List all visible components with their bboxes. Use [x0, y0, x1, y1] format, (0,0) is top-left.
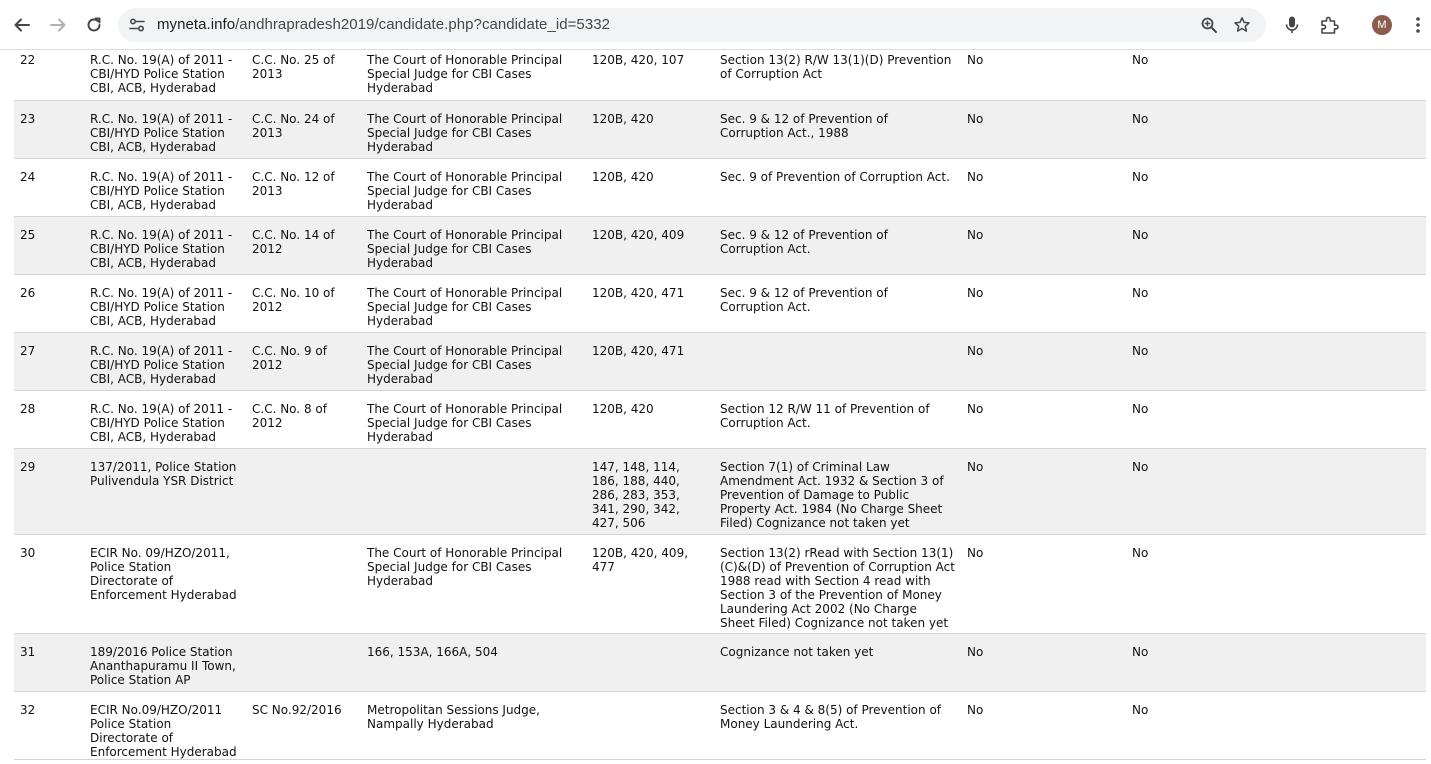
fir-cell: 137/2011, Police Station Pulivendula YSR District	[84, 448, 246, 534]
case-number-cell	[246, 633, 361, 691]
fir-cell: 189/2016 Police Station Ananthapuramu II Town, Police Station AP	[84, 633, 246, 691]
site-settings-icon[interactable]	[128, 16, 146, 34]
ipc-sections-cell: 120B, 420, 471	[586, 274, 714, 332]
other-sections-cell: Sec. 9 of Prevention of Corruption Act.	[714, 158, 961, 216]
bookmark-star-icon[interactable]	[1232, 15, 1252, 35]
court-cell: 166, 153A, 166A, 504	[361, 633, 586, 691]
other-sections-cell: Sec. 9 & 12 of Prevention of Corruption Act.	[714, 274, 961, 332]
convicted-cell: No	[1126, 332, 1426, 390]
other-sections-cell: Sec. 9 & 12 of Prevention of Corruption Act., 1988	[714, 100, 961, 158]
serial-number-cell: 29	[14, 448, 84, 534]
convicted-cell: No	[1126, 448, 1426, 534]
charges-framed-cell: No	[961, 100, 1126, 158]
convicted-cell: No	[1126, 216, 1426, 274]
table-row	[14, 50, 1426, 100]
case-number-cell	[246, 534, 361, 633]
charges-framed-cell: No	[961, 633, 1126, 691]
url-path: /andhrapradesh2019/candidate.php?candidate_id=5332	[235, 16, 611, 33]
charges-framed-cell: No	[961, 216, 1126, 274]
ipc-sections-cell: 147, 148, 114, 186, 188, 440, 286, 283, 353, 341, 290, 342, 427, 506	[586, 448, 714, 534]
ipc-sections-cell	[586, 691, 714, 759]
ipc-sections-cell: 120B, 420	[586, 100, 714, 158]
ipc-sections-cell	[586, 633, 714, 691]
court-cell	[361, 448, 586, 534]
case-number-cell: C.C. No. 24 of 2013	[246, 100, 361, 158]
case-number-cell: C.C. No. 25 of 2013	[246, 50, 361, 100]
ipc-sections-cell: 120B, 420, 409, 477	[586, 534, 714, 633]
fir-cell: ECIR No. 09/HZO/2011, Police Station Directorate of Enforcement Hyderabad	[84, 534, 246, 633]
convicted-cell: No	[1126, 50, 1426, 100]
fir-cell: R.C. No. 19(A) of 2011 - CBI/HYD Police Station CBI, ACB, Hyderabad	[84, 274, 246, 332]
convicted-cell: No	[1126, 633, 1426, 691]
back-arrow-icon[interactable]	[8, 9, 36, 41]
serial-number-cell: 32	[14, 691, 84, 759]
charges-framed-cell: No	[961, 158, 1126, 216]
table-row	[14, 633, 1426, 691]
fir-cell: R.C. No. 19(A) of 2011 - CBI/HYD Police Station CBI, ACB, Hyderabad	[84, 50, 246, 100]
court-cell: The Court of Honorable Principal Special Judge for CBI Cases Hyderabad	[361, 332, 586, 390]
charges-framed-cell: No	[961, 390, 1126, 448]
other-sections-cell: Section 3 & 4 & 8(5) of Prevention of Money Laundering Act.	[714, 691, 961, 759]
table-row	[14, 448, 1426, 534]
microphone-icon[interactable]	[1281, 14, 1303, 36]
court-cell: The Court of Honorable Principal Special Judge for CBI Cases Hyderabad	[361, 390, 586, 448]
case-number-cell: C.C. No. 14 of 2012	[246, 216, 361, 274]
serial-number-cell: 31	[14, 633, 84, 691]
page-content	[0, 50, 1431, 764]
table-row	[14, 691, 1426, 759]
extensions-puzzle-icon[interactable]	[1318, 14, 1340, 36]
other-sections-cell: Sec. 9 & 12 of Prevention of Corruption Act.	[714, 216, 961, 274]
serial-number-cell: 30	[14, 534, 84, 633]
fir-cell: R.C. No. 19(A) of 2011 - CBI/HYD Police Station CBI, ACB, Hyderabad	[84, 390, 246, 448]
table-row	[14, 216, 1426, 274]
other-sections-cell	[714, 332, 961, 390]
table-row	[14, 100, 1426, 158]
convicted-cell: No	[1126, 390, 1426, 448]
fir-cell: R.C. No. 19(A) of 2011 - CBI/HYD Police Station CBI, ACB, Hyderabad	[84, 332, 246, 390]
court-cell: The Court of Honorable Principal Special Judge for CBI Cases Hyderabad	[361, 216, 586, 274]
other-sections-cell: Section 7(1) of Criminal Law Amendment Act. 1932 & Section 3 of Prevention of Damage to Public Property Act. 1984 (No Charge Sheet Filed) Cognizance not taken yet	[714, 448, 961, 534]
court-cell: The Court of Honorable Principal Special Judge for CBI Cases Hyderabad	[361, 158, 586, 216]
other-sections-cell: Section 13(2) rRead with Section 13(1)(C)&(D) of Prevention of Corruption Act 1988 read with Section 4 read with Section 3 of the Prevention of Money Laundering Act 2002 (No Charge Sheet Filed) Cognizance not taken yet	[714, 534, 961, 633]
ipc-sections-cell: 120B, 420	[586, 158, 714, 216]
case-number-cell	[246, 448, 361, 534]
charges-framed-cell: No	[961, 332, 1126, 390]
fir-cell: ECIR No.09/HZO/2011 Police Station Directorate of Enforcement Hyderabad	[84, 691, 246, 759]
serial-number-cell: 24	[14, 158, 84, 216]
case-number-cell: C.C. No. 8 of 2012	[246, 390, 361, 448]
charges-framed-cell: No	[961, 448, 1126, 534]
ipc-sections-cell: 120B, 420, 107	[586, 50, 714, 100]
court-cell: The Court of Honorable Principal Special Judge for CBI Cases Hyderabad	[361, 100, 586, 158]
convicted-cell: No	[1126, 274, 1426, 332]
fir-cell: R.C. No. 19(A) of 2011 - CBI/HYD Police Station CBI, ACB, Hyderabad	[84, 158, 246, 216]
serial-number-cell: 23	[14, 100, 84, 158]
charges-framed-cell: No	[961, 534, 1126, 633]
ipc-sections-cell: 120B, 420, 409	[586, 216, 714, 274]
case-number-cell: C.C. No. 9 of 2012	[246, 332, 361, 390]
case-number-cell: C.C. No. 10 of 2012	[246, 274, 361, 332]
court-cell: The Court of Honorable Principal Special Judge for CBI Cases Hyderabad	[361, 534, 586, 633]
serial-number-cell: 22	[14, 50, 84, 100]
other-sections-cell: Cognizance not taken yet	[714, 633, 961, 691]
address-bar[interactable]	[118, 8, 1266, 42]
ipc-sections-cell: 120B, 420, 471	[586, 332, 714, 390]
forward-arrow-icon[interactable]	[44, 9, 72, 41]
other-sections-cell: Section 12 R/W 11 of Prevention of Corruption Act.	[714, 390, 961, 448]
court-cell: Metropolitan Sessions Judge, Nampally Hyderabad	[361, 691, 586, 759]
case-number-cell: C.C. No. 12 of 2013	[246, 158, 361, 216]
charges-framed-cell: No	[961, 691, 1126, 759]
table-row	[14, 332, 1426, 390]
table-row	[14, 274, 1426, 332]
convicted-cell: No	[1126, 100, 1426, 158]
fir-cell: R.C. No. 19(A) of 2011 - CBI/HYD Police Station CBI, ACB, Hyderabad	[84, 216, 246, 274]
charges-framed-cell: No	[961, 50, 1126, 100]
reload-icon[interactable]	[80, 9, 108, 41]
case-number-cell: SC No.92/2016	[246, 691, 361, 759]
charges-framed-cell: No	[961, 274, 1126, 332]
criminal-cases-table	[14, 50, 1426, 760]
court-cell: The Court of Honorable Principal Special Judge for CBI Cases Hyderabad	[361, 274, 586, 332]
convicted-cell: No	[1126, 158, 1426, 216]
serial-number-cell: 27	[14, 332, 84, 390]
court-cell: The Court of Honorable Principal Special Judge for CBI Cases Hyderabad	[361, 50, 586, 100]
fir-cell: R.C. No. 19(A) of 2011 - CBI/HYD Police Station CBI, ACB, Hyderabad	[84, 100, 246, 158]
more-menu-icon[interactable]	[1407, 14, 1429, 36]
convicted-cell: No	[1126, 691, 1426, 759]
url-text[interactable]	[157, 16, 610, 33]
other-sections-cell: Section 13(2) R/W 13(1)(D) Prevention of Corruption Act	[714, 50, 961, 100]
table-row	[14, 158, 1426, 216]
url-host: myneta.info	[157, 16, 236, 33]
ipc-sections-cell: 120B, 420	[586, 390, 714, 448]
serial-number-cell: 26	[14, 274, 84, 332]
zoom-icon[interactable]	[1199, 15, 1219, 35]
browser-toolbar	[0, 0, 1431, 50]
profile-avatar[interactable]: M	[1372, 15, 1392, 35]
table-row	[14, 390, 1426, 448]
convicted-cell: No	[1126, 534, 1426, 633]
table-row	[14, 534, 1426, 633]
serial-number-cell: 25	[14, 216, 84, 274]
serial-number-cell: 28	[14, 390, 84, 448]
